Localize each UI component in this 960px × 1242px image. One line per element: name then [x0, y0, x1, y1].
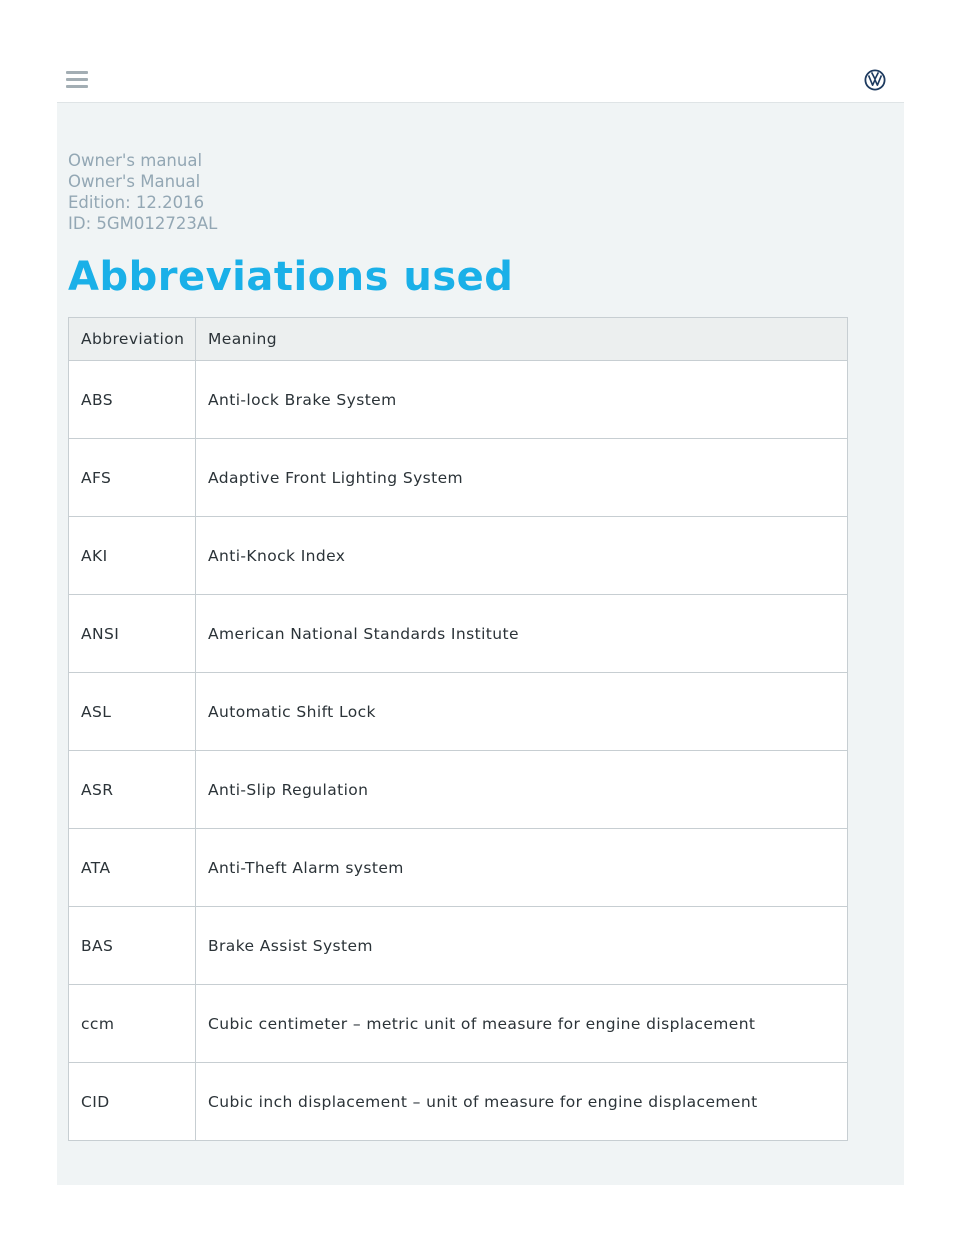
meaning-cell: American National Standards Institute: [196, 595, 848, 673]
meaning-cell: Anti-lock Brake System: [196, 361, 848, 439]
table-row: [69, 829, 848, 907]
abbreviation-cell: AKI: [69, 517, 196, 595]
abbreviation-cell: BAS: [69, 907, 196, 985]
meaning-cell: Adaptive Front Lighting System: [196, 439, 848, 517]
abbreviation-cell: ASR: [69, 751, 196, 829]
table-row: [69, 751, 848, 829]
content-area: [57, 103, 904, 1185]
document-meta: [68, 150, 217, 234]
table-row: [69, 673, 848, 751]
abbreviation-cell: ANSI: [69, 595, 196, 673]
abbreviation-cell: ASL: [69, 673, 196, 751]
meaning-cell: Anti-Knock Index: [196, 517, 848, 595]
table-row: [69, 595, 848, 673]
abbreviation-cell: AFS: [69, 439, 196, 517]
abbreviation-cell: CID: [69, 1063, 196, 1141]
table-row: [69, 439, 848, 517]
meaning-cell: Brake Assist System: [196, 907, 848, 985]
abbreviation-cell: ccm: [69, 985, 196, 1063]
doc-name: Owner's Manual: [68, 172, 201, 191]
meaning-cell: Anti-Theft Alarm system: [196, 829, 848, 907]
meaning-cell: Automatic Shift Lock: [196, 673, 848, 751]
vw-logo-icon[interactable]: [864, 69, 886, 91]
table-row: [69, 361, 848, 439]
table-row: [69, 907, 848, 985]
column-header-abbreviation: Abbreviation: [69, 318, 196, 361]
table-row: [69, 517, 848, 595]
doc-type: Owner's manual: [68, 151, 203, 170]
doc-id: ID: 5GM012723AL: [68, 214, 218, 233]
doc-edition: Edition: 12.2016: [68, 193, 205, 212]
abbreviation-cell: ABS: [69, 361, 196, 439]
hamburger-menu-icon[interactable]: [66, 71, 88, 89]
table-row: [69, 1063, 848, 1141]
meaning-cell: Cubic inch displacement – unit of measure for engine displacement: [196, 1063, 848, 1141]
meaning-cell: Anti-Slip Regulation: [196, 751, 848, 829]
meaning-cell: Cubic centimeter – metric unit of measure for engine displacement: [196, 985, 848, 1063]
table-row: [69, 985, 848, 1063]
table-header-row: [69, 318, 848, 361]
abbreviation-cell: ATA: [69, 829, 196, 907]
top-bar: [57, 55, 904, 103]
column-header-meaning: Meaning: [196, 318, 848, 361]
abbreviations-table: [68, 317, 848, 1141]
page-title: Abbreviations used: [68, 254, 514, 300]
